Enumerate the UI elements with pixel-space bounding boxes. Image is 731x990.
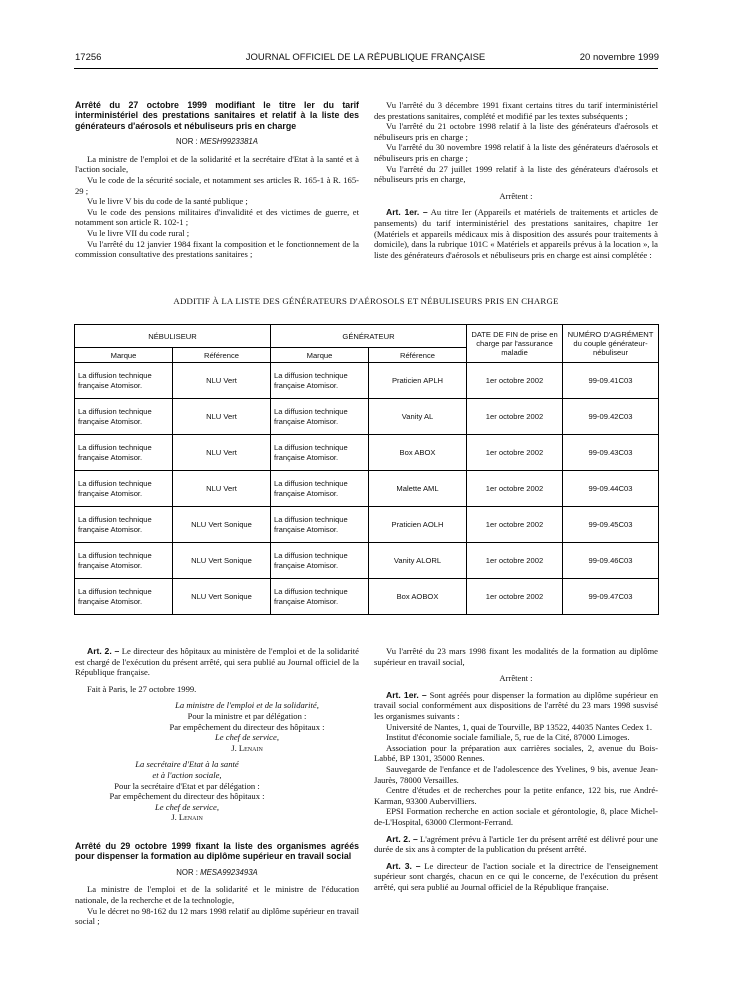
decree1-p1: La ministre de l'emploi et de la solidarité et la secrétaire d'Etat à la santé et à l'action sociale, bbox=[75, 153, 359, 175]
cell-numero: 99-09.41C03 bbox=[563, 363, 659, 399]
cell-date: 1er octobre 2002 bbox=[467, 399, 563, 435]
decree2-title: Arrêté du 29 octobre 1999 fixant la liste des organismes agréés pour dispenser la formation au diplôme supérieur en travail social bbox=[75, 840, 359, 862]
sig2-role1: La secrétaire d'Etat à la santé bbox=[135, 759, 239, 770]
cell-gen-ref: Box AOBOX bbox=[369, 579, 467, 615]
sig1-pour: Pour la ministre et par délégation : bbox=[187, 710, 307, 721]
table-row bbox=[75, 471, 659, 507]
org-item: Association pour la préparation aux carrières sociales, 2, avenue du Bois-Labbé, BP 1301, 35000 Rennes. bbox=[374, 742, 658, 764]
cell-date: 1er octobre 2002 bbox=[467, 507, 563, 543]
decree1-arretent: Arrêtent : bbox=[499, 190, 533, 201]
cell-date: 1er octobre 2002 bbox=[467, 579, 563, 615]
generators-table bbox=[74, 324, 659, 615]
cell-neb-marque: La diffusion technique française Atomisor. bbox=[75, 471, 173, 507]
decree1-title: Arrêté du 27 octobre 1999 modifiant le titre Ier du tarif interministériel des prestations sanitaires et relatif à la liste des générateurs d'aérosols et nébuliseurs pris en charge bbox=[75, 100, 359, 131]
sig1-chef: Le chef de service, bbox=[215, 732, 279, 743]
table-row bbox=[75, 507, 659, 543]
org-item: Sauvegarde de l'enfance et de l'adolescence des Yvelines, 9 bis, avenue Jean-Jaurès, 78000 Versailles. bbox=[374, 763, 658, 785]
cell-gen-ref: Praticien APLH bbox=[369, 363, 467, 399]
decree1-p9: Vu l'arrêté du 30 novembre 1998 relatif à la liste des générateurs d'aérosols et nébuliseurs pris en charge ; bbox=[374, 142, 658, 163]
decree1-fait: Fait à Paris, le 27 octobre 1999. bbox=[87, 683, 197, 694]
cell-date: 1er octobre 2002 bbox=[467, 471, 563, 507]
decree2-article1: Art. 1er. – Sont agréés pour dispenser la formation au diplôme supérieur en travail social conformément aux dispositions de l'arrêté du 23 mars 1998 susvisé les organismes suivants : bbox=[374, 689, 658, 721]
lower-left-column bbox=[75, 646, 359, 927]
cell-gen-marque: La diffusion technique française Atomisor. bbox=[271, 363, 369, 399]
cell-date: 1er octobre 2002 bbox=[467, 435, 563, 471]
decree1-p10: Vu l'arrêté du 27 juillet 1999 relatif à la liste des générateurs d'aérosols et nébuliseurs pris en charge, bbox=[374, 163, 658, 185]
subheader-neb-marque: Marque bbox=[75, 348, 173, 363]
decree1-p6: Vu l'arrêté du 12 janvier 1984 fixant la composition et le fonctionnement de la commission consultative des prestations sanitaires ; bbox=[75, 238, 359, 260]
cell-neb-ref: NLU Vert Sonique bbox=[173, 579, 271, 615]
cell-neb-marque: La diffusion technique française Atomisor. bbox=[75, 399, 173, 435]
cell-gen-marque: La diffusion technique française Atomisor. bbox=[271, 471, 369, 507]
cell-gen-marque: La diffusion technique française Atomisor. bbox=[271, 435, 369, 471]
cell-numero: 99-09.42C03 bbox=[563, 399, 659, 435]
cell-numero: 99-09.45C03 bbox=[563, 507, 659, 543]
cell-neb-ref: NLU Vert bbox=[173, 399, 271, 435]
table-row bbox=[75, 543, 659, 579]
decree1-left-column bbox=[75, 100, 359, 260]
cell-gen-ref: Vanity ALORL bbox=[369, 543, 467, 579]
table-row bbox=[75, 435, 659, 471]
table-title: ADDITIF À LA LISTE DES GÉNÉRATEURS D'AÉROSOLS ET NÉBULISEURS PRIS EN CHARGE bbox=[173, 296, 559, 306]
cell-neb-ref: NLU Vert Sonique bbox=[173, 507, 271, 543]
sig2-name: J. Lenain bbox=[171, 812, 203, 823]
org-item: Centre d'études et de recherches pour la petite enfance, 122 bis, rue André-Karman, 93300 Aubervilliers. bbox=[374, 785, 658, 806]
table-row bbox=[75, 579, 659, 615]
issue-date: 20 novembre 1999 bbox=[579, 52, 659, 63]
sig2-pour: Pour la secrétaire d'Etat et par délégation : bbox=[114, 780, 260, 791]
cell-neb-marque: La diffusion technique française Atomisor. bbox=[75, 435, 173, 471]
sig1-empechement: Par empêchement du directeur des hôpitaux : bbox=[169, 721, 325, 732]
decree2-article2: Art. 2. – L'agrément prévu à l'article 1er du présent arrêté est délivré pour une durée de six ans à compter de la publication du présent arrêté. bbox=[374, 833, 658, 855]
header-numero-agrement: NUMÉRO D'AGRÉMENT du couple générateur-nébuliseur bbox=[563, 325, 659, 363]
cell-neb-ref: NLU Vert bbox=[173, 363, 271, 399]
sig1-role: La ministre de l'emploi et de la solidarité, bbox=[175, 700, 319, 711]
cell-gen-ref: Praticien AOLH bbox=[369, 507, 467, 543]
decree1-nor: NOR : MESH9923381A bbox=[176, 137, 258, 147]
decree1-article2: Art. 2. – Le directeur des hôpitaux au ministère de l'emploi et de la solidarité est chargé de l'exécution du présent arrêté, qui sera publié au Journal officiel de la République française. bbox=[75, 646, 359, 678]
org-item: EPSI Formation recherche en action sociale et gérontologie, 8, place Michel-de-L'Hospital, 63000 Clermont-Ferrand. bbox=[374, 806, 658, 827]
cell-gen-ref: Malette AML bbox=[369, 471, 467, 507]
cell-gen-ref: Vanity AL bbox=[369, 399, 467, 435]
header-date-fin: DATE DE FIN de prise en charge par l'assurance maladie bbox=[467, 325, 563, 363]
cell-gen-marque: La diffusion technique française Atomisor. bbox=[271, 507, 369, 543]
cell-numero: 99-09.44C03 bbox=[563, 471, 659, 507]
cell-neb-ref: NLU Vert bbox=[173, 471, 271, 507]
sig1-name: J. Lenain bbox=[231, 742, 263, 753]
cell-neb-marque: La diffusion technique française Atomisor. bbox=[75, 579, 173, 615]
decree1-right-column bbox=[374, 100, 658, 260]
cell-neb-ref: NLU Vert Sonique bbox=[173, 543, 271, 579]
header-nebuliseur: NÉBULISEUR bbox=[75, 325, 271, 348]
decree2-article3: Art. 3. – Le directeur de l'action sociale et la directrice de l'enseignement supérieur sont chargés, chacun en ce qui le concerne, de l'exécution du présent arrêté, qui sera publié au Journal officiel de la République française. bbox=[374, 860, 658, 892]
table-row bbox=[75, 363, 659, 399]
cell-gen-marque: La diffusion technique française Atomisor. bbox=[271, 579, 369, 615]
lower-right-column bbox=[374, 646, 658, 892]
page-number: 17256 bbox=[75, 52, 102, 63]
decree1-p3: Vu le livre V bis du code de la santé publique ; bbox=[87, 196, 248, 207]
decree1-p5: Vu le livre VII du code rural ; bbox=[87, 227, 190, 238]
cell-date: 1er octobre 2002 bbox=[467, 363, 563, 399]
table-row bbox=[75, 399, 659, 435]
cell-gen-marque: La diffusion technique française Atomisor. bbox=[271, 543, 369, 579]
subheader-neb-reference: Référence bbox=[173, 348, 271, 363]
org-item: Institut d'économie sociale familiale, 5, rue de la Cité, 87000 Limoges. bbox=[386, 732, 630, 743]
cell-numero: 99-09.46C03 bbox=[563, 543, 659, 579]
decree2-p2: Vu le décret no 98-162 du 12 mars 1998 relatif au diplôme supérieur en travail social ; bbox=[75, 905, 359, 927]
decree1-p8: Vu l'arrêté du 21 octobre 1998 relatif à la liste des générateurs d'aérosols et nébuliseurs pris en charge ; bbox=[374, 121, 658, 142]
decree1-p2: Vu le code de la sécurité sociale, et notamment ses articles R. 165-1 à R. 165-29 ; bbox=[75, 175, 359, 196]
cell-numero: 99-09.47C03 bbox=[563, 579, 659, 615]
decree1-article1: Art. 1er. – Au titre Ier (Appareils et matériels de traitements et articles de pansements) du tarif interministériel des prestations sanitaires, chapitre 1er (Matériels et appareils médicaux mis à disposition des assurés pour traitements à domicile), dans la rubrique 101C « Matériels et appareils prévus à la location », la liste des générateurs d'aérosols et nébuliseurs pris en charge est ainsi complétée : bbox=[374, 207, 658, 260]
cell-gen-ref: Box ABOX bbox=[369, 435, 467, 471]
cell-neb-ref: NLU Vert bbox=[173, 435, 271, 471]
cell-numero: 99-09.43C03 bbox=[563, 435, 659, 471]
cell-neb-marque: La diffusion technique française Atomisor. bbox=[75, 363, 173, 399]
subheader-gen-reference: Référence bbox=[369, 348, 467, 363]
org-item: Université de Nantes, 1, quai de Tourville, BP 13522, 44035 Nantes Cedex 1. bbox=[386, 721, 652, 732]
sig2-chef: Le chef de service, bbox=[155, 801, 219, 812]
decree2-nor: NOR : MESA9923493A bbox=[176, 867, 258, 877]
header-rule bbox=[74, 68, 658, 69]
sig2-role2: et à l'action sociale, bbox=[152, 769, 222, 780]
cell-neb-marque: La diffusion technique française Atomisor. bbox=[75, 543, 173, 579]
sig2-empechement: Par empêchement du directeur des hôpitaux : bbox=[109, 791, 265, 802]
decree1-p7: Vu l'arrêté du 3 décembre 1991 fixant certains titres du tarif interministériel des prestations sanitaires, complété et modifié par les textes subséquents ; bbox=[374, 100, 658, 121]
header-generateur: GÉNÉRATEUR bbox=[271, 325, 467, 348]
cell-date: 1er octobre 2002 bbox=[467, 543, 563, 579]
journal-title: JOURNAL OFFICIEL DE LA RÉPUBLIQUE FRANÇAISE bbox=[245, 52, 486, 63]
decree2-p1: La ministre de l'emploi et de la solidarité et le ministre de l'éducation nationale, de la recherche et de la technologie, bbox=[75, 884, 359, 905]
decree1-p4: Vu le code des pensions militaires d'invalidité et des victimes de guerre, et notamment son article R. 102-1 ; bbox=[75, 206, 359, 228]
cell-neb-marque: La diffusion technique française Atomisor. bbox=[75, 507, 173, 543]
cell-gen-marque: La diffusion technique française Atomisor. bbox=[271, 399, 369, 435]
decree2-nor-code: MESA9923493A bbox=[200, 867, 258, 877]
subheader-gen-marque: Marque bbox=[271, 348, 369, 363]
decree2-p3: Vu l'arrêté du 23 mars 1998 fixant les modalités de la formation au diplôme supérieur en travail social, bbox=[374, 646, 658, 667]
decree1-nor-code: MESH9923381A bbox=[199, 137, 258, 147]
decree2-arretent: Arrêtent : bbox=[499, 673, 533, 684]
